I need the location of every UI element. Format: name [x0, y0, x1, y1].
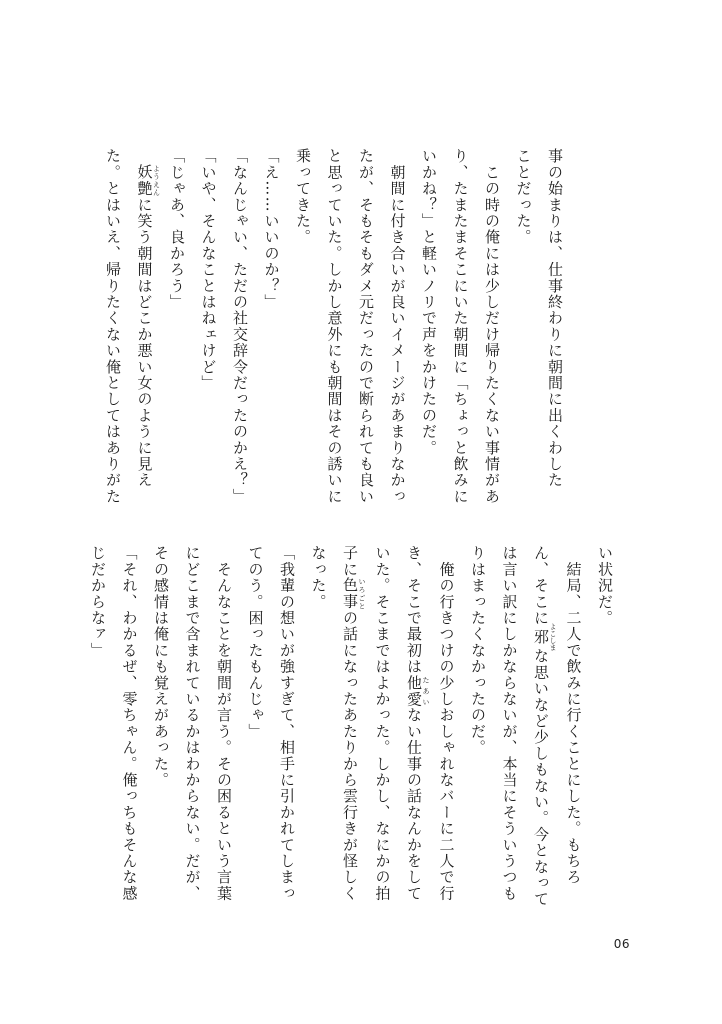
- text-line: 朝間に付き合いが良いイメージがあまりなかっ: [388, 148, 407, 505]
- dialogue-line: 「いや、そんなことはねェけど」: [199, 148, 218, 391]
- dialogue-line: てのう。困ったもんじゃ」: [246, 545, 265, 740]
- text-line: そんなことを朝間が言う。その困るという言葉: [215, 545, 233, 902]
- text-line: いた。そこまではよかった。しかし、なにかの拍: [373, 545, 392, 902]
- ruby-annotation: 他愛 たあい: [405, 674, 430, 708]
- text-line: い状況だ。: [596, 545, 614, 626]
- text-line: なった。: [309, 545, 328, 610]
- text-line-with-ruby: 子に色事 いろごとの話になったあたりから雲行きが怪しく: [341, 545, 366, 902]
- text-line: いかね？」と軽いノリで声をかけたのだ。: [420, 148, 438, 456]
- text-line: りはまったくなかったのだ。: [469, 545, 487, 756]
- text-line-with-ruby: き、そこで最初は他愛 たあいない仕事の話なんかをして: [405, 545, 430, 902]
- text-line: この時の俺には少しだけ帰りたくない事情があ: [483, 148, 501, 505]
- text-line-with-ruby: 妖艶 ようえんに笑う朝間はどこか悪い女のように見え: [135, 164, 161, 489]
- text-line-with-ruby: ん、そこに邪 よこしまな思いなど少しもない。今となって: [532, 545, 557, 908]
- ruby-annotation: 邪 よこしま: [532, 623, 557, 651]
- text-line: 俺の行きつけの少しおしゃれなバーに二人で行: [437, 545, 456, 902]
- text-line: り、たまたまそこにいた朝間に「ちょっと飲みに: [451, 148, 470, 505]
- text-line: と思っていた。しかし意外にも朝間はその誘いに: [325, 148, 344, 505]
- text-line: 乗ってきた。: [294, 148, 312, 246]
- dialogue-line: 「それ、わかるぜ、零ちゃん。俺っちもそんな感: [120, 545, 139, 902]
- text-line: たが、そもそもダメ元だったので断られても良い: [357, 148, 375, 505]
- text-line: その感情は俺にも覚えがあった。: [152, 545, 170, 788]
- text-line: ことだった。: [514, 148, 533, 246]
- ruby-annotation: 色事 いろごと: [341, 577, 366, 610]
- text-line: た。とはいえ、帰りたくない俺としてはありがた: [104, 148, 122, 505]
- dialogue-line: じだからなァ」: [89, 545, 107, 659]
- dialogue-line: 「我輩の想いが強すぎて、相手に引かれてしまっ: [278, 545, 296, 902]
- upper-text-block: [104, 148, 570, 518]
- text-line: 事の始まりは、仕事終わりに朝間に出くわした: [546, 148, 564, 489]
- page-number: 06: [613, 937, 630, 951]
- ruby-annotation: 妖艶 ようえん: [135, 164, 161, 197]
- dialogue-line: 「なんじゃい、ただの社交辞令だったのかえ？」: [231, 148, 249, 505]
- text-line: 結局、二人で飲みに行くことにした。もちろ: [564, 545, 583, 886]
- text-line: は言い訳にしかならないが、本当にそういうつも: [500, 545, 519, 902]
- dialogue-line: 「え……いいのか？」: [262, 148, 281, 310]
- text-line: にどこまで含まれているかはわからない。だが、: [183, 545, 202, 902]
- lower-text-block: [89, 545, 620, 925]
- dialogue-line: 「じゃあ、良かろう」: [168, 148, 186, 310]
